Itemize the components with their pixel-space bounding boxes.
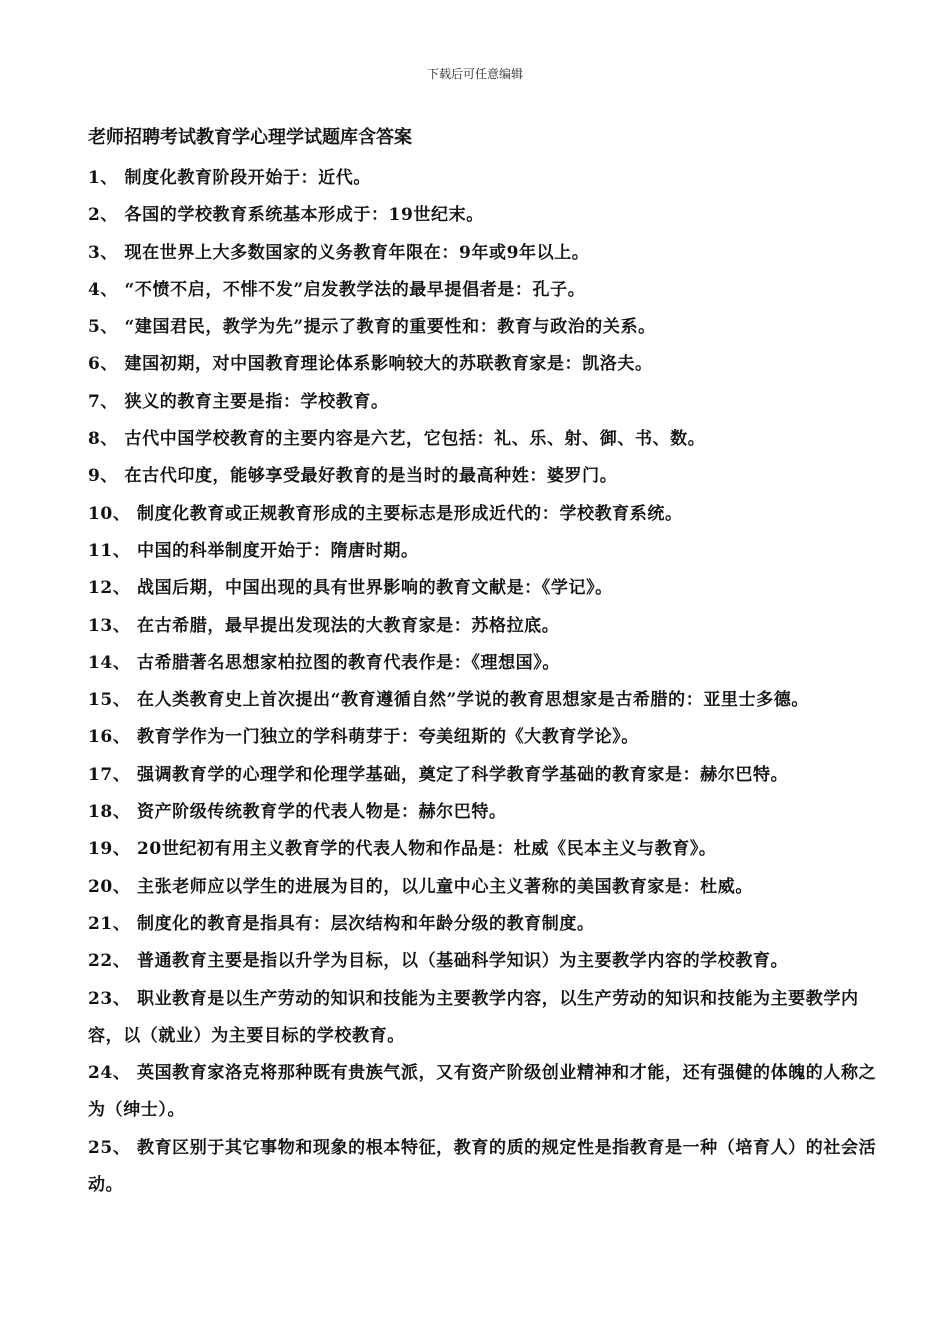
question-item: 14、 古希腊著名思想家柏拉图的教育代表作是：《理想国》。 bbox=[88, 652, 560, 673]
question-item: 21、 制度化的教育是指具有：层次结构和年龄分级的教育制度。 bbox=[88, 913, 595, 934]
question-item: 5、 “建国君民，教学为先”提示了教育的重要性和：教育与政治的关系。 bbox=[88, 317, 656, 338]
question-item: 6、 建国初期，对中国教育理论体系影响较大的苏联教育家是：凯洛夫。 bbox=[88, 354, 653, 375]
question-item: 13、 在古希腊，最早提出发现法的大教育家是：苏格拉底。 bbox=[88, 615, 560, 636]
question-item: 7、 狭义的教育主要是指：学校教育。 bbox=[88, 391, 389, 412]
question-item: 19、 20世纪初有用主义教育学的代表人物和作品是：杜威《民本主义与教育》。 bbox=[88, 839, 717, 860]
question-item: 15、 在人类教育史上首次提出“教育遵循自然”学说的教育思想家是古希腊的：亚里士多德。 bbox=[88, 690, 809, 711]
question-item: 10、 制度化教育或正规教育形成的主要标志是形成近代的：学校教育系统。 bbox=[88, 503, 683, 524]
question-item: 12、 战国后期，中国出现的具有世界影响的教育文献是：《学记》。 bbox=[88, 578, 613, 599]
question-item: 16、 教育学作为一门独立的学科萌芽于：夸美纽斯的《大教育学论》。 bbox=[88, 727, 639, 748]
question-item: 24、 英国教育家洛克将那种既有贵族气派，又有资产阶级创业精神和才能，还有强健的体魄的人称之为（绅士）。 bbox=[88, 1063, 877, 1121]
question-item: 17、 强调教育学的心理学和伦理学基础，奠定了科学教育学基础的教育家是：赫尔巴特。 bbox=[88, 764, 789, 785]
question-item: 3、 现在世界上大多数国家的义务教育年限在：9年或9年以上。 bbox=[88, 242, 590, 263]
question-item: 23、 职业教育是以生产劳动的知识和技能为主要教学内容，以生产劳动的知识和技能为主要教学内容，以（就业）为主要目标的学校教育。 bbox=[88, 988, 859, 1046]
question-item: 1、 制度化教育阶段开始于：近代。 bbox=[88, 168, 371, 188]
question-item: 22、 普通教育主要是指以升学为目标，以（基础科学知识）为主要教学内容的学校教育。 bbox=[88, 951, 789, 972]
question-item: 4、 “不愤不启，不悱不发”启发教学法的最早提倡者是：孔子。 bbox=[88, 279, 586, 300]
question-item: 25、 教育区别于其它事物和现象的根本特征，教育的质的规定性是指教育是一种（培育人）的社会活动。 bbox=[88, 1137, 877, 1196]
header-note: 下载后可任意编辑 bbox=[426, 67, 523, 81]
question-item: 9、 在古代印度，能够享受最好教育的是当时的最高种姓：婆罗门。 bbox=[88, 466, 618, 487]
question-item: 11、 中国的科举制度开始于：隋唐时期。 bbox=[88, 540, 419, 561]
question-item: 2、 各国的学校教育系统基本形成于：19世纪末。 bbox=[88, 205, 484, 226]
question-item: 18、 资产阶级传统教育学的代表人物是：赫尔巴特。 bbox=[88, 802, 507, 823]
document-title: 老师招聘考试教育学心理学试题库含答案 bbox=[88, 127, 412, 148]
question-list bbox=[88, 160, 878, 1204]
question-item: 20、 主张老师应以学生的进展为目的，以儿童中心主义著称的美国教育家是：杜威。 bbox=[88, 876, 753, 897]
question-item: 8、 古代中国学校教育的主要内容是六艺，它包括：礼、乐、射、御、书、数。 bbox=[88, 429, 706, 450]
